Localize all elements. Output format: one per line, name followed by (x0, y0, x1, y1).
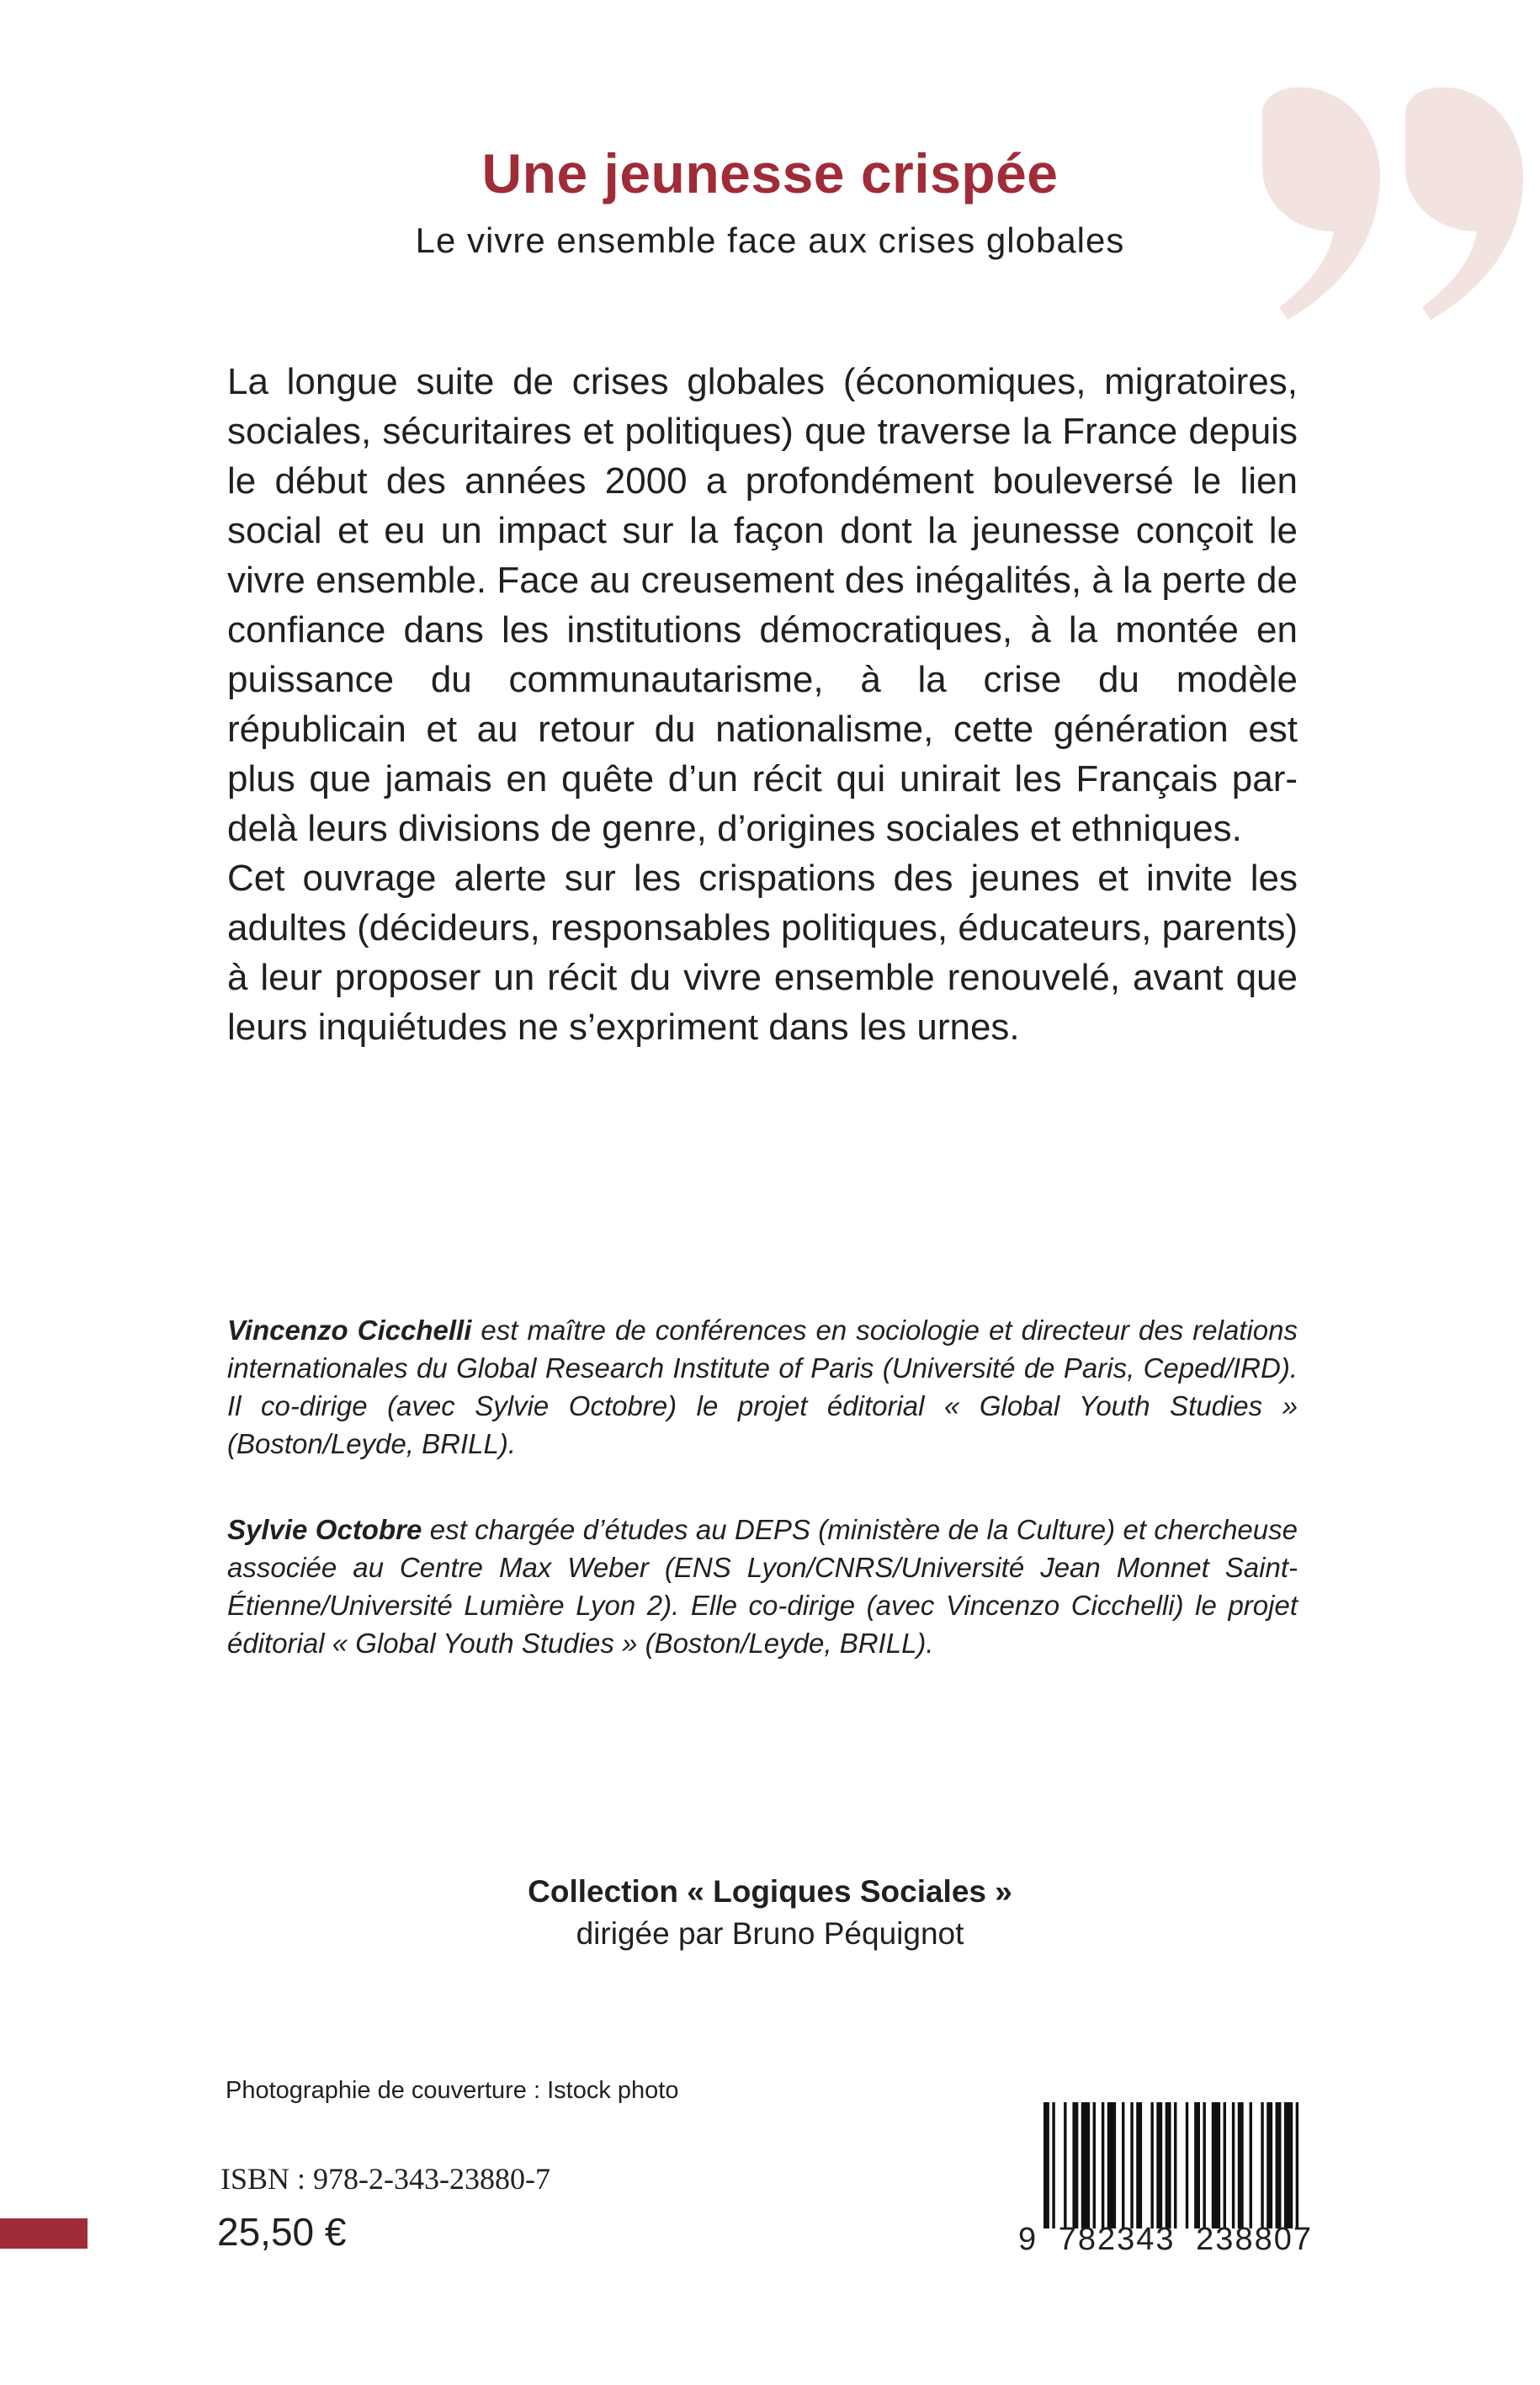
collection-name: Collection « Logiques Sociales » (528, 1874, 1012, 1909)
photo-credit: Photographie de couverture : Istock photo (226, 2077, 679, 2104)
barcode-bar (1093, 2102, 1096, 2228)
barcode-bar (1194, 2102, 1200, 2228)
barcode-bar (1224, 2102, 1226, 2228)
barcode-bar (1150, 2102, 1153, 2228)
barcode-bar (1232, 2102, 1235, 2228)
barcode-bar (1166, 2102, 1171, 2228)
barcode-bar (1174, 2102, 1176, 2228)
barcode-bar (1267, 2102, 1272, 2228)
barcode-bar (1250, 2102, 1252, 2228)
quotation-mark-icon (1254, 84, 1532, 328)
isbn: ISBN : 978-2-343-23880-7 (220, 2162, 550, 2196)
price: 25,50 € (217, 2210, 347, 2254)
barcode-digit-group: 9 (1018, 2222, 1038, 2257)
summary-paragraph: Cet ouvrage alerte sur les crispations des jeunes et invite les adultes (décideurs, responsables politiques, éducateurs, parents) à leur proposer un récit du vivre ensemble renouvelé, avant que leurs inquiétudes ne s’expriment dans les urnes. (227, 858, 1298, 1048)
barcode-bar (1081, 2102, 1090, 2228)
collection-info (0, 1871, 1540, 1955)
author-bio (227, 1311, 1298, 1463)
author-bio-text: est maître de conférences en sociologie et directeur des relations internationales du Global Research Institute of Paris (Université de Paris, Ceped/IRD). Il co-dirige (avec Sylvie Octobre) le projet éditorial « Global Youth Studies » (Boston/Leyde, BRILL). (227, 1315, 1298, 1459)
barcode-bar (1203, 2102, 1205, 2228)
collection-director: dirigée par Bruno Péquignot (576, 1916, 964, 1951)
summary-text (227, 357, 1298, 1052)
barcode-digit-group: 782343 (1058, 2222, 1176, 2257)
barcode-bar (1276, 2102, 1282, 2228)
barcode-bar (1072, 2102, 1078, 2228)
barcode-bar (1130, 2102, 1133, 2228)
barcode-digits (1018, 2222, 1313, 2258)
barcode-bar (1212, 2102, 1220, 2228)
barcode-bar (1261, 2102, 1263, 2228)
barcode-bar (1107, 2102, 1116, 2228)
barcode-bar (1284, 2102, 1293, 2228)
barcode-bar (1052, 2102, 1054, 2228)
barcode-bar (1122, 2102, 1124, 2228)
author-bio (227, 1511, 1298, 1662)
barcode-bar (1156, 2102, 1162, 2228)
barcode-bar (1296, 2102, 1298, 2228)
barcode (1043, 2102, 1304, 2228)
barcode-bar (1186, 2102, 1188, 2228)
barcode-bar (1064, 2102, 1066, 2228)
accent-bar (0, 2218, 88, 2249)
barcode-bar (1136, 2102, 1142, 2228)
barcode-bar (1102, 2102, 1104, 2228)
book-title: Une jeunesse crispée (481, 142, 1059, 205)
author-bio-text: est chargée d’études au DEPS (ministère de la Culture) et chercheuse associée au Centre Max Weber (ENS Lyon/CNRS/Université Jean Monnet Saint-Étienne/Université Lumière Lyon 2). Elle co-dirige (avec Vincenzo Cicchelli) le projet éditorial « Global Youth Studies » (Boston/Leyde, BRILL). (227, 1514, 1298, 1659)
book-subtitle: Le vivre ensemble face aux crises globales (415, 220, 1125, 260)
barcode-bar (1238, 2102, 1244, 2228)
summary-paragraph: La longue suite de crises globales (économiques, migratoires, sociales, sécuritaires et politiques) que traverse la France depuis le début des années 2000 a profondément bouleversé le lien social et eu un impact sur la façon dont la jeunesse conçoit le vivre ensemble. Face au creusement des inégalités, à la perte de confiance dans les institutions démocratiques, à la montée en puissance du communautarisme, à la crise du modèle républicain et au retour du nationalisme, cette génération est plus que jamais en quête d’un récit qui unirait les Français par-delà leurs divisions de genre, d’origines sociales et ethniques. (227, 361, 1298, 849)
author-name: Sylvie Octobre (227, 1514, 422, 1545)
barcode-digit-group: 238807 (1196, 2222, 1313, 2257)
author-name: Vincenzo Cicchelli (227, 1315, 472, 1346)
barcode-bar (1043, 2102, 1049, 2228)
